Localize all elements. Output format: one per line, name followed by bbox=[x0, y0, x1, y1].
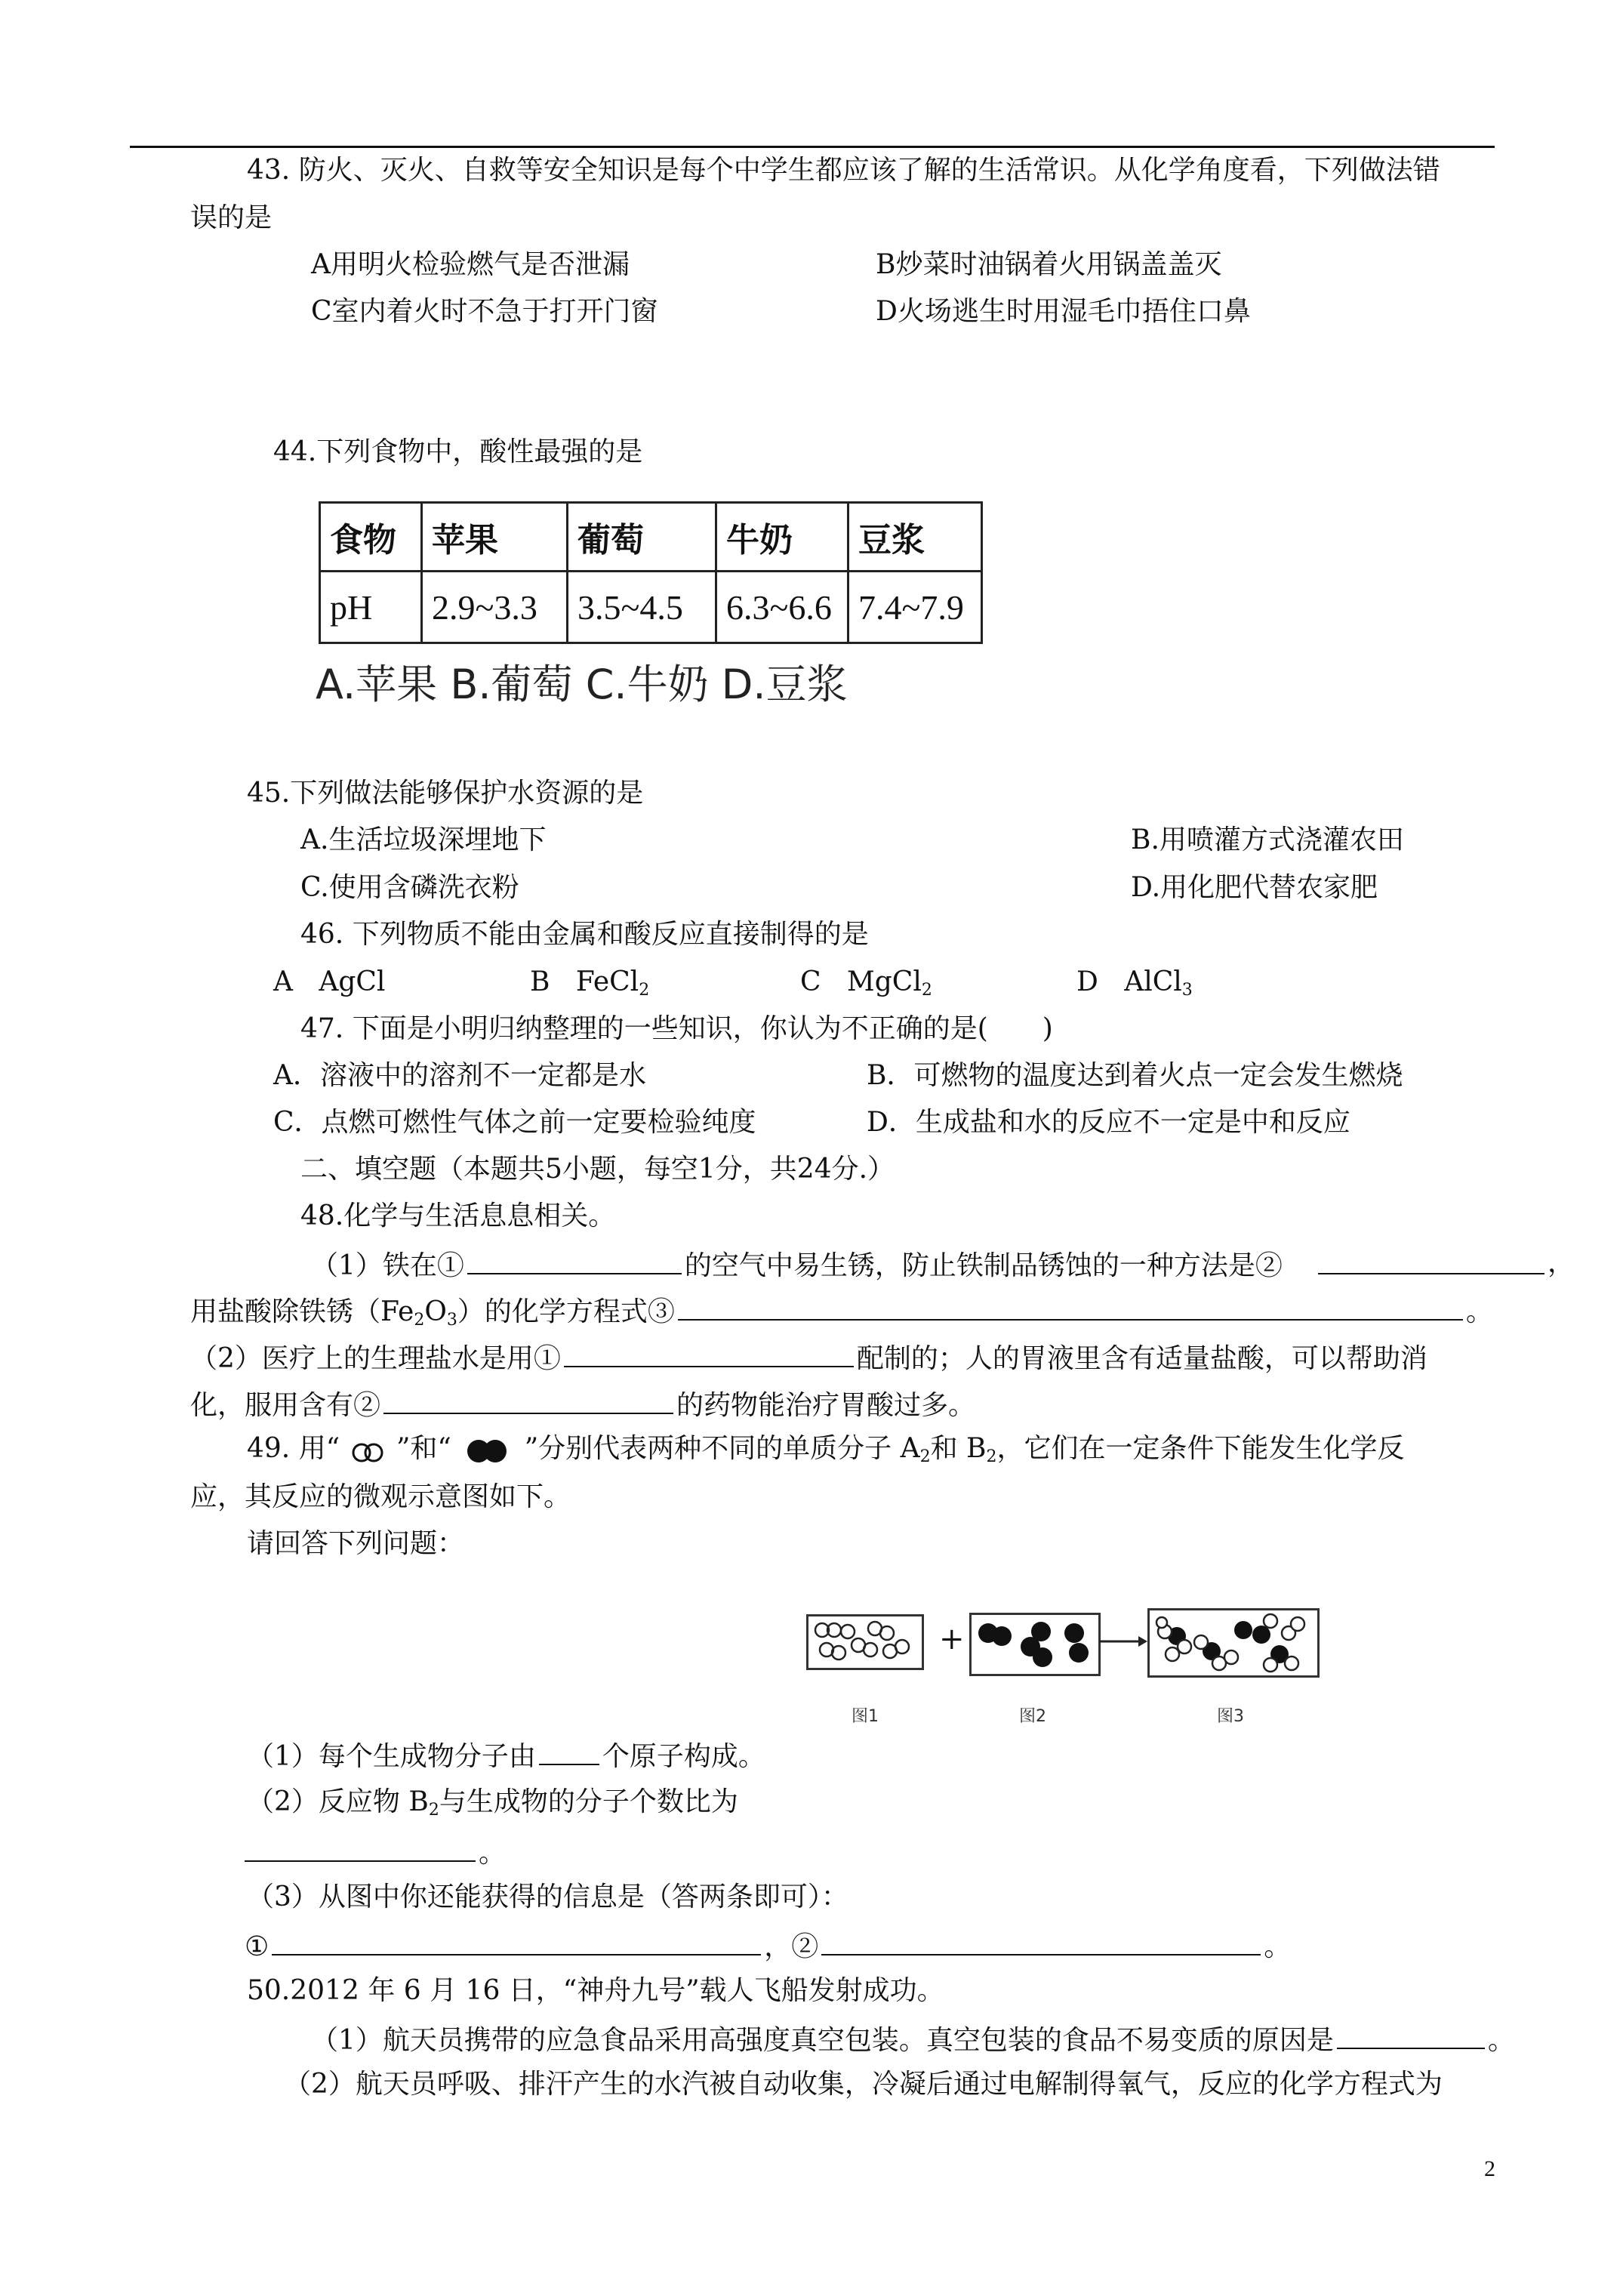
q45-option-b: B.用喷灌方式浇灌农田 bbox=[1131, 824, 1404, 855]
figure-2-label: 图2 bbox=[1019, 1707, 1046, 1726]
ph-table-cell: 2.9~3.3 bbox=[422, 572, 568, 643]
q49-sub3-answers: ① ，② 。 bbox=[245, 1928, 1291, 1962]
top-rule bbox=[130, 146, 1495, 148]
q50-stem: 50.2012 年 6 月 16 日，“神舟九号”载人飞船发射成功。 bbox=[247, 1975, 944, 2006]
q49-sub1: （1）每个生成物分子由 个原子构成。 bbox=[247, 1738, 765, 1772]
a2-molecule-icon bbox=[349, 1439, 388, 1463]
q43-stem-line2: 误的是 bbox=[190, 202, 273, 233]
page-number: 2 bbox=[1484, 2156, 1495, 2181]
q43-option-b: B炒菜时油锅着火用锅盖盖灭 bbox=[876, 249, 1222, 280]
q49-sub2: （2）反应物 $B_2$与生成物的分子个数比为 bbox=[247, 1786, 738, 1820]
q47-option-d: D．生成盐和水的反应不一定是中和反应 bbox=[867, 1107, 1350, 1138]
answer-blank[interactable] bbox=[245, 1835, 476, 1862]
q49-stem-line2: 应，其反应的微观示意图如下。 bbox=[190, 1481, 571, 1512]
ph-table-cell: 葡萄 bbox=[568, 503, 716, 572]
ph-table-header-row bbox=[320, 503, 982, 572]
ph-table-cell: 6.3~6.6 bbox=[716, 572, 848, 643]
q50-p2: （2）航天员呼吸、排汗产生的水汽被自动收集，冷凝后通过电解制得氧气，反应的化学方程式为 bbox=[284, 2069, 1443, 2100]
q46-option-d: D AlCl$_3$ bbox=[1076, 966, 1193, 1000]
q45-option-c: C.使用含磷洗衣粉 bbox=[300, 872, 519, 903]
q48-line1-end: ， bbox=[1548, 1247, 1575, 1278]
figure-2-molecules bbox=[972, 1615, 1098, 1674]
q49-prompt: 请回答下列问题： bbox=[247, 1528, 465, 1559]
figure-3-box bbox=[1147, 1608, 1320, 1678]
ph-table-cell: 牛奶 bbox=[716, 503, 848, 572]
answer-blank[interactable] bbox=[272, 1928, 761, 1955]
ph-table-cell: 豆浆 bbox=[848, 503, 982, 572]
q48-stem: 48.化学与生活息息相关。 bbox=[300, 1200, 616, 1231]
q46-stem: 46. 下列物质不能由金属和酸反应直接制得的是 bbox=[300, 919, 869, 950]
q49-sub3: （3）从图中你还能获得的信息是（答两条即可）： bbox=[247, 1881, 848, 1912]
answer-blank[interactable] bbox=[678, 1293, 1463, 1321]
q43-option-c: C室内着火时不急于打开门窗 bbox=[311, 296, 658, 327]
ph-table-cell: 7.4~7.9 bbox=[848, 572, 982, 643]
q43-option-d: D火场逃生时用湿毛巾捂住口鼻 bbox=[876, 296, 1251, 327]
q48-line3: （2）医疗上的生理盐水是用① 配制的；人的胃液里含有适量盐酸，可以帮助消 bbox=[190, 1340, 1427, 1374]
ph-table-cell: 食物 bbox=[320, 503, 422, 572]
ph-table bbox=[319, 501, 983, 644]
ph-table-cell: 3.5~4.5 bbox=[568, 572, 716, 643]
q47-option-b: B．可燃物的温度达到着火点一定会发生燃烧 bbox=[867, 1060, 1403, 1091]
q43-option-a: A用明火检验燃气是否泄漏 bbox=[311, 249, 630, 280]
q47-option-a: A．溶液中的溶剂不一定都是水 bbox=[273, 1060, 646, 1091]
q45-option-d: D.用化肥代替农家肥 bbox=[1131, 872, 1378, 903]
q48-line4: 化，服用含有② 的药物能治疗胃酸过多。 bbox=[190, 1387, 975, 1421]
q47-option-c: C．点燃可燃性气体之前一定要检验纯度 bbox=[273, 1107, 756, 1138]
answer-blank[interactable] bbox=[467, 1247, 682, 1274]
q44-stem: 44.下列食物中，酸性最强的是 bbox=[273, 436, 643, 467]
b2-molecule-icon bbox=[460, 1435, 516, 1465]
q48-line2: 用盐酸除铁锈$(Fe_2O_3)$的化学方程式③ 。 bbox=[190, 1293, 1493, 1327]
ph-table-cell: pH bbox=[320, 572, 422, 643]
q47-stem: 47. 下面是小明归纳整理的一些知识，你认为不正确的是( ) bbox=[300, 1013, 1053, 1044]
answer-blank[interactable] bbox=[539, 1738, 599, 1765]
section-heading: 二、填空题（本题共5小题，每空1分，共24分.） bbox=[300, 1154, 895, 1185]
figure-3-label: 图3 bbox=[1217, 1707, 1244, 1726]
q46-option-a: A AgCl bbox=[273, 966, 386, 997]
q43-stem-line1: 43. 防火、灭火、自救等安全知识是每个中学生都应该了解的生活常识。从化学角度看，下列做法错 bbox=[247, 155, 1440, 186]
q45-option-a: A.生活垃圾深埋地下 bbox=[300, 824, 547, 855]
ph-table-row bbox=[320, 572, 982, 643]
arrow-icon bbox=[1099, 1634, 1147, 1649]
ph-table-cell: 苹果 bbox=[422, 503, 568, 572]
plus-sign: + bbox=[939, 1622, 965, 1657]
figure-1-molecules bbox=[808, 1616, 922, 1668]
q45-stem: 45.下列做法能够保护水资源的是 bbox=[247, 778, 644, 809]
answer-blank[interactable] bbox=[821, 1928, 1261, 1955]
figure-1-box bbox=[806, 1614, 924, 1670]
q46-option-c: C MgCl$_2$ bbox=[800, 966, 932, 1000]
q46-option-b: B FeCl$_2$ bbox=[530, 966, 650, 1000]
answer-blank[interactable] bbox=[1337, 2022, 1485, 2049]
q49-sub2-answer: 。 bbox=[245, 1835, 506, 1869]
answer-blank[interactable] bbox=[383, 1387, 673, 1414]
answer-blank[interactable] bbox=[1318, 1247, 1544, 1274]
answer-blank[interactable] bbox=[564, 1340, 854, 1367]
q44-options: A.苹果 B.葡萄 C.牛奶 D.豆浆 bbox=[316, 661, 848, 708]
q50-p1: （1）航天员携带的应急食品采用高强度真空包装。真空包装的食品不易变质的原因是 。 bbox=[311, 2022, 1515, 2056]
figure-1-label: 图1 bbox=[852, 1707, 879, 1726]
figure-3-molecules bbox=[1150, 1610, 1317, 1675]
figure-2-box bbox=[969, 1613, 1101, 1676]
q49-stem-line1: 49. 用“ ”和“ ”分别代表两种不同的单质分子 $A_2$和 $B_2$，它们在一定条件下能发生化学反 bbox=[247, 1433, 1405, 1466]
q48-line1: （1）铁在① 的空气中易生锈，防止铁制品锈蚀的一种方法是② bbox=[311, 1247, 1283, 1281]
